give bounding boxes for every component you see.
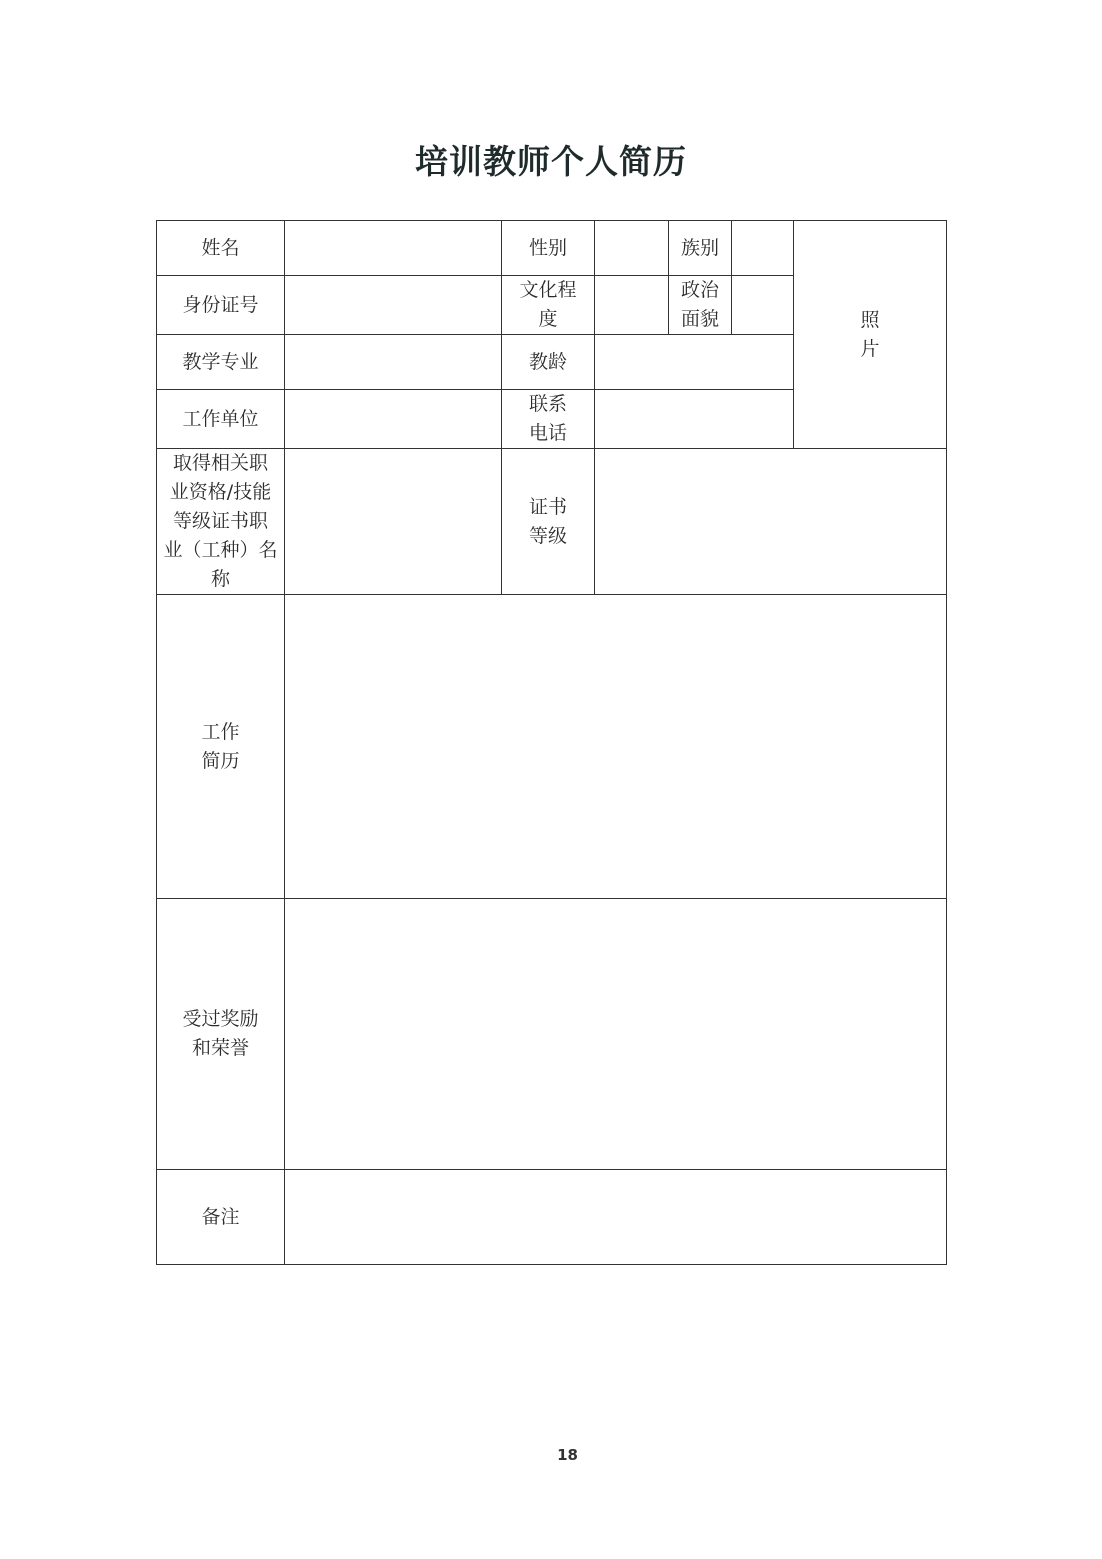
certificate-level-label: 证书 等级	[502, 449, 595, 595]
teaching-years-field[interactable]	[595, 335, 794, 390]
page-title: 培训教师个人简历	[415, 142, 687, 181]
education-label: 文化程 度	[502, 276, 595, 335]
teaching-major-field[interactable]	[285, 335, 502, 390]
qualification-field[interactable]	[285, 449, 502, 595]
work-history-field[interactable]	[285, 595, 947, 899]
page-number: 18	[557, 1446, 578, 1464]
teaching-major-label: 教学专业	[157, 335, 285, 390]
certificate-level-field[interactable]	[595, 449, 947, 595]
political-status-field[interactable]	[732, 276, 794, 335]
ethnicity-field[interactable]	[732, 221, 794, 276]
name-field[interactable]	[285, 221, 502, 276]
id-number-label: 身份证号	[157, 276, 285, 335]
remarks-field[interactable]	[285, 1170, 947, 1265]
photo-box[interactable]: 照 片	[794, 221, 947, 449]
remarks-label: 备注	[157, 1170, 285, 1265]
ethnicity-label: 族别	[669, 221, 732, 276]
workplace-field[interactable]	[285, 390, 502, 449]
political-status-label: 政治 面貌	[669, 276, 732, 335]
gender-label: 性别	[502, 221, 595, 276]
qualification-label: 取得相关职 业资格/技能 等级证书职 业（工种）名 称	[157, 449, 285, 595]
awards-label: 受过奖励 和荣誉	[157, 899, 285, 1170]
phone-label: 联系 电话	[502, 390, 595, 449]
id-number-field[interactable]	[285, 276, 502, 335]
resume-form-table	[156, 220, 947, 1265]
work-history-label: 工作 简历	[157, 595, 285, 899]
awards-field[interactable]	[285, 899, 947, 1170]
gender-field[interactable]	[595, 221, 669, 276]
education-field[interactable]	[595, 276, 669, 335]
name-label: 姓名	[157, 221, 285, 276]
phone-field[interactable]	[595, 390, 794, 449]
workplace-label: 工作单位	[157, 390, 285, 449]
teaching-years-label: 教龄	[502, 335, 595, 390]
